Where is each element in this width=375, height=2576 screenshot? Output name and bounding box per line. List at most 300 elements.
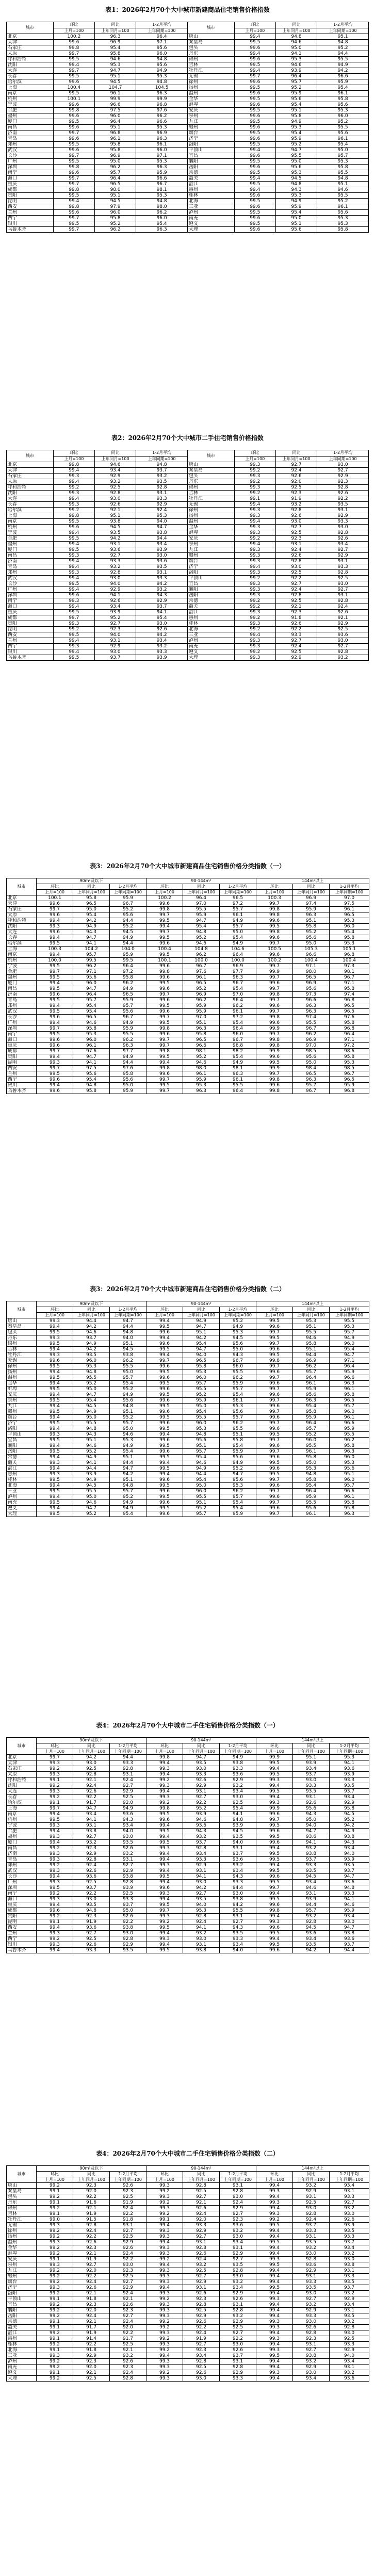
index-cell: 99.6 xyxy=(146,1438,183,1443)
index-cell: 94.0 xyxy=(110,1335,146,1341)
index-cell: 94.9 xyxy=(73,1455,110,1460)
data-table xyxy=(6,22,369,233)
header-yoy: 同比 xyxy=(94,22,136,28)
index-cell: 93.0 xyxy=(183,1766,220,1772)
index-cell: 94.6 xyxy=(293,1885,330,1891)
index-cell: 99.6 xyxy=(146,1375,183,1381)
index-cell: 99.4 xyxy=(256,2245,293,2251)
index-cell: 95.8 xyxy=(330,1392,369,1398)
index-cell: 96.8 xyxy=(330,998,369,1003)
index-cell: 94.8 xyxy=(110,1483,146,1489)
index-cell: 92.2 xyxy=(73,1891,110,1897)
index-cell: 93.7 xyxy=(136,604,188,610)
index-cell: 99.4 xyxy=(37,1020,73,1026)
index-cell: 99.6 xyxy=(146,1009,183,1015)
city-cell: 无锡 xyxy=(7,2223,37,2228)
index-cell: 96.1 xyxy=(330,1415,369,1421)
index-cell: 93.7 xyxy=(183,1840,220,1846)
table-row xyxy=(7,947,369,952)
index-cell: 95.2 xyxy=(275,85,317,91)
index-cell: 93.0 xyxy=(293,2251,330,2257)
index-cell: 95.8 xyxy=(220,1438,256,1443)
index-cell: 95.8 xyxy=(330,986,369,992)
index-cell: 94.4 xyxy=(183,1472,220,1477)
table-row xyxy=(7,638,369,644)
index-cell: 99.7 xyxy=(146,1037,183,1043)
city-cell: 温州 xyxy=(187,519,234,525)
index-cell: 99.7 xyxy=(37,1755,73,1760)
city-cell: 福州 xyxy=(7,1834,37,1840)
index-cell: 99.3 xyxy=(234,485,275,491)
index-cell: 93.3 xyxy=(220,1936,256,1942)
city-cell: 深圳 xyxy=(7,593,54,598)
index-cell: 99.7 xyxy=(53,51,94,57)
header-mom-base: 上月=100 xyxy=(37,2177,73,2183)
city-cell: 广州 xyxy=(7,1020,37,1026)
table-row xyxy=(7,1054,369,1060)
index-cell: 92.7 xyxy=(183,2274,220,2279)
index-cell: 99.3 xyxy=(37,1823,73,1829)
index-cell: 99.5 xyxy=(256,1318,293,1324)
table-row xyxy=(7,1077,369,1083)
index-cell: 96.7 xyxy=(136,182,188,187)
table-row xyxy=(7,74,369,79)
city-cell: 烟台 xyxy=(187,559,234,564)
index-cell: 99.3 xyxy=(53,644,94,649)
index-cell: 92.8 xyxy=(220,2189,256,2194)
index-cell: 99.6 xyxy=(37,1015,73,1020)
index-cell: 92.5 xyxy=(73,1766,110,1772)
index-cell: 99.6 xyxy=(234,216,275,221)
table-row xyxy=(7,2251,369,2257)
index-cell: 95.1 xyxy=(94,125,136,131)
index-cell: 96.3 xyxy=(293,912,330,918)
index-cell: 99.6 xyxy=(146,1071,183,1077)
city-cell: 常德 xyxy=(187,170,234,176)
table-row xyxy=(7,496,369,502)
city-cell: 锦州 xyxy=(187,57,234,62)
index-cell: 97.1 xyxy=(330,1037,369,1043)
index-cell: 95.5 xyxy=(183,1494,220,1500)
city-cell: 南京 xyxy=(7,952,37,958)
index-cell: 95.8 xyxy=(183,1032,220,1037)
index-cell: 92.8 xyxy=(136,485,188,491)
table-row xyxy=(7,593,369,598)
index-cell: 99.7 xyxy=(53,176,94,182)
city-cell: 南充 xyxy=(7,1500,37,1506)
city-cell: 银川 xyxy=(7,649,54,655)
city-cell: 泸州 xyxy=(187,638,234,644)
table-row xyxy=(7,159,369,165)
index-cell: 95.6 xyxy=(293,986,330,992)
table-row xyxy=(7,2365,369,2370)
index-cell: 94.3 xyxy=(330,1840,369,1846)
index-cell: 93.4 xyxy=(183,1851,220,1857)
index-cell: 96.9 xyxy=(293,1358,330,1364)
index-cell: 93.4 xyxy=(94,604,136,610)
index-cell: 99.3 xyxy=(234,513,275,519)
index-cell: 99.7 xyxy=(256,998,293,1003)
index-cell: 95.0 xyxy=(110,1908,146,1914)
index-cell: 99.6 xyxy=(146,941,183,947)
index-cell: 93.9 xyxy=(136,547,188,553)
index-cell: 96.7 xyxy=(293,1026,330,1032)
city-cell: 济南 xyxy=(7,559,54,564)
index-cell: 95.4 xyxy=(183,1477,220,1483)
index-cell: 91.7 xyxy=(73,2325,110,2330)
index-cell: 98.1 xyxy=(183,1049,220,1054)
index-cell: 93.4 xyxy=(183,2353,220,2359)
index-cell: 93.0 xyxy=(110,2262,146,2268)
index-cell: 99.5 xyxy=(53,536,94,542)
index-cell: 99.3 xyxy=(37,1880,73,1885)
table-row xyxy=(7,536,369,542)
table-row xyxy=(7,1800,369,1806)
city-cell: 遵义 xyxy=(187,649,234,655)
index-cell: 99.7 xyxy=(37,1026,73,1032)
index-cell: 96.7 xyxy=(220,1037,256,1043)
index-cell: 94.7 xyxy=(275,148,317,153)
index-cell: 99.4 xyxy=(234,632,275,638)
table-row xyxy=(7,2262,369,2268)
index-cell: 100.2 xyxy=(53,34,94,40)
header-avg: 1-2月平均 xyxy=(110,884,146,890)
index-cell: 99.6 xyxy=(146,1817,183,1823)
index-cell: 99.7 xyxy=(256,1364,293,1369)
index-cell: 94.8 xyxy=(136,57,188,62)
city-cell: 唐山 xyxy=(7,1318,37,1324)
index-cell: 98.1 xyxy=(136,187,188,193)
index-cell: 92.7 xyxy=(317,644,369,649)
index-cell: 92.9 xyxy=(330,2296,369,2302)
city-cell: 金华 xyxy=(7,2245,37,2251)
index-cell: 93.7 xyxy=(293,1857,330,1863)
index-cell: 96.6 xyxy=(293,952,330,958)
index-cell: 94.4 xyxy=(330,1948,369,1953)
index-cell: 96.1 xyxy=(330,1494,369,1500)
table-row xyxy=(7,508,369,513)
table-row xyxy=(7,85,369,91)
index-cell: 95.6 xyxy=(317,102,369,108)
index-cell: 99.5 xyxy=(37,1885,73,1891)
index-cell: 96.1 xyxy=(317,136,369,142)
index-cell: 95.8 xyxy=(275,113,317,119)
city-cell: 桂林 xyxy=(7,1477,37,1483)
city-cell: 惠州 xyxy=(187,187,234,193)
index-cell: 99.6 xyxy=(256,1812,293,1817)
index-cell: 95.4 xyxy=(220,1020,256,1026)
index-cell: 96.9 xyxy=(293,895,330,901)
table-row xyxy=(7,1071,369,1077)
index-cell: 92.5 xyxy=(183,2365,220,2370)
index-cell: 92.6 xyxy=(317,491,369,496)
city-cell: 宜昌 xyxy=(7,1438,37,1443)
index-cell: 95.8 xyxy=(293,1341,330,1347)
index-cell: 94.8 xyxy=(330,1885,369,1891)
index-cell: 93.5 xyxy=(136,564,188,570)
index-cell: 95.7 xyxy=(220,1494,256,1500)
index-cell: 94.5 xyxy=(293,1925,330,1931)
index-cell: 95.8 xyxy=(73,1026,110,1032)
city-cell: 吉林 xyxy=(187,62,234,68)
table-row xyxy=(7,1760,369,1766)
city-cell: 沈阳 xyxy=(7,924,37,930)
index-cell: 99.6 xyxy=(256,1404,293,1409)
index-cell: 94.0 xyxy=(330,2353,369,2359)
index-cell: 93.0 xyxy=(220,1795,256,1800)
index-cell: 93.2 xyxy=(330,2251,369,2257)
index-cell: 94.2 xyxy=(183,1335,220,1341)
index-cell: 93.1 xyxy=(220,2359,256,2365)
table-row xyxy=(7,1438,369,1443)
index-cell: 99.2 xyxy=(37,2194,73,2200)
index-cell: 99.4 xyxy=(37,1506,73,1511)
index-cell: 95.0 xyxy=(220,930,256,935)
city-cell: 武汉 xyxy=(7,1868,37,1874)
table-row xyxy=(7,649,369,655)
index-cell: 99.8 xyxy=(256,1908,293,1914)
index-cell: 94.7 xyxy=(73,935,110,941)
index-cell: 95.5 xyxy=(110,1364,146,1369)
index-cell: 99.3 xyxy=(146,2313,183,2319)
index-cell: 99.7 xyxy=(256,1330,293,1335)
index-cell: 95.5 xyxy=(183,1387,220,1392)
index-cell: 99.4 xyxy=(256,2274,293,2279)
index-cell: 94.1 xyxy=(73,1817,110,1823)
table-row xyxy=(7,193,369,199)
table-row xyxy=(7,901,369,907)
index-cell: 96.2 xyxy=(183,952,220,958)
index-cell: 93.2 xyxy=(220,2313,256,2319)
index-cell: 93.7 xyxy=(110,1902,146,1908)
index-cell: 93.1 xyxy=(330,2308,369,2313)
city-cell: 合肥 xyxy=(7,108,54,113)
index-cell: 98.0 xyxy=(183,1066,220,1071)
index-cell: 92.8 xyxy=(73,1857,110,1863)
table-row xyxy=(7,530,369,536)
city-cell: 丹东 xyxy=(187,479,234,485)
index-cell: 96.8 xyxy=(330,952,369,958)
city-cell: 广州 xyxy=(7,1880,37,1885)
index-cell: 99.3 xyxy=(256,2347,293,2353)
index-cell: 99.3 xyxy=(234,638,275,644)
index-cell: 96.6 xyxy=(136,119,188,125)
index-cell: 99.3 xyxy=(37,1789,73,1795)
index-cell: 99.2 xyxy=(53,485,94,491)
index-cell: 95.7 xyxy=(330,1404,369,1409)
index-cell: 95.9 xyxy=(183,1009,220,1015)
index-cell: 91.9 xyxy=(73,2330,110,2336)
index-cell: 95.8 xyxy=(110,975,146,981)
table-row xyxy=(7,1387,369,1392)
index-cell: 95.3 xyxy=(330,918,369,924)
index-cell: 99.4 xyxy=(37,1874,73,1880)
city-cell: 南充 xyxy=(187,216,234,221)
index-cell: 96.1 xyxy=(293,1381,330,1387)
table-row xyxy=(7,1483,369,1489)
index-cell: 99.4 xyxy=(146,1060,183,1066)
index-cell: 99.6 xyxy=(256,1948,293,1953)
index-cell: 99.3 xyxy=(146,2234,183,2240)
index-cell: 99.5 xyxy=(256,1760,293,1766)
index-cell: 99.4 xyxy=(256,1863,293,1868)
index-cell: 93.8 xyxy=(136,530,188,536)
index-cell: 94.4 xyxy=(220,1885,256,1891)
index-cell: 99.3 xyxy=(234,621,275,627)
city-cell: 厦门 xyxy=(7,119,54,125)
index-cell: 96.9 xyxy=(94,40,136,45)
index-cell: 93.1 xyxy=(110,1857,146,1863)
city-cell: 扬州 xyxy=(7,1369,37,1375)
index-cell: 96.2 xyxy=(183,998,220,1003)
city-cell: 南充 xyxy=(187,644,234,649)
index-cell: 94.3 xyxy=(136,593,188,598)
city-cell: 锦州 xyxy=(187,485,234,491)
index-cell: 95.0 xyxy=(183,1483,220,1489)
index-cell: 99.6 xyxy=(53,40,94,45)
index-cell: 92.4 xyxy=(73,1863,110,1868)
header-yoy-base: 上年同月=100 xyxy=(293,2177,330,2183)
index-cell: 99.3 xyxy=(37,1772,73,1778)
index-cell: 97.6 xyxy=(330,1015,369,1020)
table-row xyxy=(7,924,369,930)
index-cell: 93.0 xyxy=(330,2330,369,2336)
index-cell: 99.3 xyxy=(256,2319,293,2325)
city-cell: 长沙 xyxy=(7,581,54,587)
index-cell: 99.4 xyxy=(37,1948,73,1953)
index-cell: 99.4 xyxy=(256,2330,293,2336)
index-cell: 94.9 xyxy=(220,1060,256,1066)
city-cell: 成都 xyxy=(7,187,54,193)
index-cell: 99.3 xyxy=(256,2211,293,2217)
index-cell: 95.1 xyxy=(275,108,317,113)
table-row xyxy=(7,68,369,74)
index-cell: 95.0 xyxy=(220,1347,256,1352)
table-row xyxy=(7,1375,369,1381)
index-cell: 96.4 xyxy=(293,1421,330,1426)
city-cell: 银川 xyxy=(7,1942,37,1948)
index-cell: 92.7 xyxy=(183,2194,220,2200)
index-cell: 95.1 xyxy=(293,1347,330,1352)
index-cell: 99.4 xyxy=(256,1795,293,1800)
city-cell: 包头 xyxy=(187,45,234,51)
table-row xyxy=(7,621,369,627)
city-cell: 韶关 xyxy=(187,176,234,182)
index-cell: 95.8 xyxy=(94,216,136,221)
index-cell: 92.4 xyxy=(73,1783,110,1789)
index-cell: 93.5 xyxy=(73,1902,110,1908)
index-cell: 99.8 xyxy=(53,462,94,468)
index-cell: 99.7 xyxy=(146,912,183,918)
header-mom: 环比 xyxy=(256,1307,293,1313)
index-cell: 99.3 xyxy=(234,462,275,468)
index-cell: 96.0 xyxy=(330,1477,369,1483)
index-cell: 99.2 xyxy=(37,2268,73,2274)
index-cell: 100.1 xyxy=(146,958,183,964)
table-row xyxy=(7,119,369,125)
index-cell: 92.8 xyxy=(110,1880,146,1885)
city-cell: 天津 xyxy=(7,40,54,45)
city-cell: 兰州 xyxy=(7,1071,37,1077)
index-cell: 92.6 xyxy=(275,621,317,627)
index-cell: 99.7 xyxy=(256,1071,293,1077)
table-row xyxy=(7,1432,369,1438)
index-cell: 95.3 xyxy=(275,125,317,131)
index-cell: 97.6 xyxy=(183,969,220,975)
index-cell: 93.0 xyxy=(73,1897,110,1902)
city-cell: 贵阳 xyxy=(7,193,54,199)
index-cell: 99.7 xyxy=(256,1421,293,1426)
index-cell: 98.4 xyxy=(293,1066,330,1071)
index-cell: 97.2 xyxy=(220,901,256,907)
index-cell: 93.2 xyxy=(293,2183,330,2189)
index-cell: 92.7 xyxy=(317,468,369,474)
index-cell: 95.0 xyxy=(183,1404,220,1409)
table-row xyxy=(7,1347,369,1352)
index-cell: 93.2 xyxy=(110,2353,146,2359)
index-cell: 95.3 xyxy=(183,1369,220,1375)
index-cell: 99.8 xyxy=(256,912,293,918)
index-cell: 99.2 xyxy=(234,491,275,496)
city-cell: 大连 xyxy=(7,68,54,74)
index-cell: 95.4 xyxy=(275,131,317,136)
index-cell: 99.3 xyxy=(37,1335,73,1341)
city-cell: 南充 xyxy=(7,2365,37,2370)
city-cell: 广州 xyxy=(7,587,54,593)
index-cell: 95.3 xyxy=(330,1324,369,1330)
index-cell: 99.3 xyxy=(146,1795,183,1800)
index-cell: 94.0 xyxy=(183,1902,220,1908)
city-cell: 丹东 xyxy=(187,51,234,57)
index-cell: 99.5 xyxy=(110,958,146,964)
header-yoy: 同比 xyxy=(293,1743,330,1749)
index-cell: 99.6 xyxy=(256,1415,293,1421)
index-cell: 93.4 xyxy=(110,1823,146,1829)
index-cell: 99.6 xyxy=(256,935,293,941)
city-cell: 北海 xyxy=(7,2347,37,2353)
index-cell: 91.9 xyxy=(73,1919,110,1925)
city-cell: 秦皇岛 xyxy=(187,40,234,45)
index-cell: 99.4 xyxy=(234,148,275,153)
city-cell: 徐州 xyxy=(187,79,234,85)
index-cell: 99.4 xyxy=(37,1404,73,1409)
index-cell: 99.6 xyxy=(256,1324,293,1330)
index-cell: 95.6 xyxy=(110,1009,146,1015)
index-cell: 99.6 xyxy=(37,1088,73,1094)
index-cell: 95.6 xyxy=(110,1398,146,1404)
index-cell: 92.9 xyxy=(220,1778,256,1783)
index-cell: 95.5 xyxy=(317,125,369,131)
table-row xyxy=(7,165,369,170)
index-cell: 99.6 xyxy=(37,1358,73,1364)
index-cell: 95.6 xyxy=(220,1341,256,1347)
index-cell: 99.7 xyxy=(256,986,293,992)
index-cell: 93.1 xyxy=(94,542,136,547)
city-cell: 襄阳 xyxy=(187,159,234,165)
index-cell: 96.0 xyxy=(220,1032,256,1037)
index-cell: 95.1 xyxy=(183,1500,220,1506)
index-cell: 99.4 xyxy=(37,1426,73,1432)
index-cell: 99.3 xyxy=(234,644,275,649)
index-cell: 92.6 xyxy=(275,513,317,519)
index-cell: 99.2 xyxy=(37,2376,73,2382)
index-cell: 93.2 xyxy=(183,2262,220,2268)
table-row xyxy=(7,570,369,576)
table-row xyxy=(7,2257,369,2262)
index-cell: 99.4 xyxy=(53,564,94,570)
index-cell: 93.7 xyxy=(330,1789,369,1795)
index-cell: 99.3 xyxy=(256,2325,293,2330)
